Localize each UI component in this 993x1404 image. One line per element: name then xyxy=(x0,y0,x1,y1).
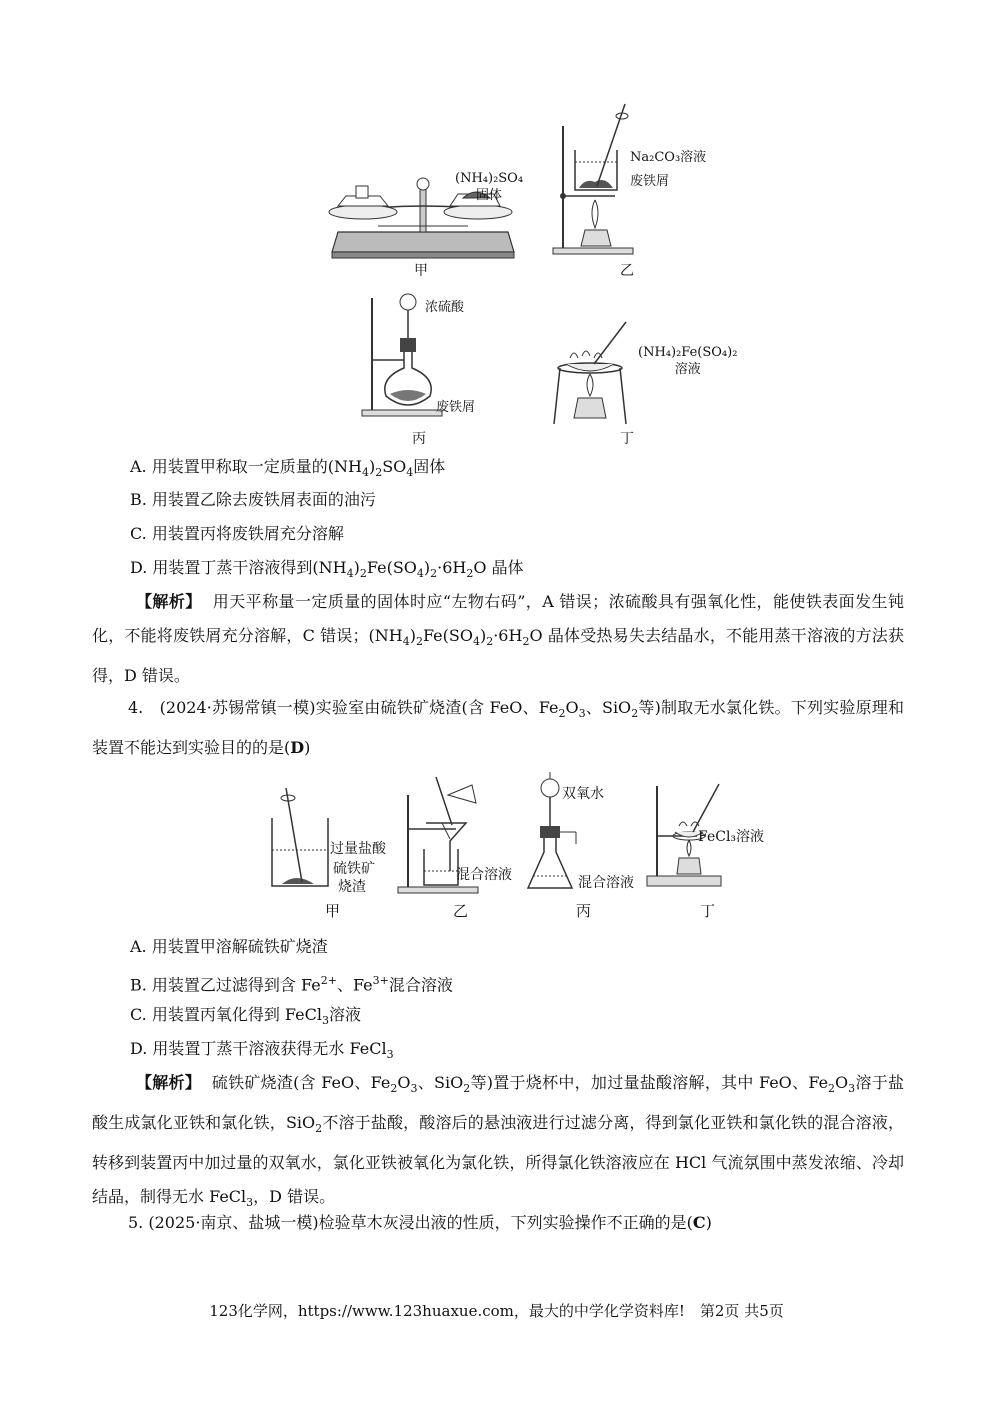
q4-answer: D xyxy=(290,738,305,758)
analysis-tag: 【解析】 xyxy=(136,592,202,611)
q3-analysis: 【解析】 用天平称量一定质量的固体时应“左物右码”，A 错误；浓硫酸具有强氧化性，能使铁表面发生钝化，不能将废铁屑充分溶解，C 错误；$(NH_4)_2Fe(SO_4)_2\cdot 6H_2O$ 晶体受热易失去结晶水，不能用蒸干溶液的方法获得，D 错误。 xyxy=(92,592,904,686)
yi-solid-label: 废铁屑 xyxy=(630,174,670,189)
q4-yi-label: 混合溶液 xyxy=(456,867,512,883)
q3-option-d: D. 用装置丁蒸干溶液得到$(NH_4)_2Fe(SO_4)_2\cdot 6H_2O$ 晶体 xyxy=(130,558,524,581)
bing-solid-label: 废铁屑 xyxy=(436,400,476,415)
q4-ding-label: FeCl₃溶液 xyxy=(698,829,765,845)
q4-jia-label-1: 过量盐酸 xyxy=(330,841,386,857)
bing-funnel-label: 浓硫酸 xyxy=(425,300,465,315)
q4-option-c: C. 用装置丙氧化得到 FeCl$_3$溶液 xyxy=(130,1005,362,1028)
q3-option-b: B. 用装置乙除去废铁屑表面的油污 xyxy=(130,490,376,509)
analysis-tag: 【解析】 xyxy=(136,1073,202,1092)
q4-option-d: D. 用装置丁蒸干溶液获得无水 FeCl$_3$ xyxy=(130,1039,394,1062)
q4-jia-label-2: 硫铁矿 xyxy=(333,861,375,877)
ding-label-line2: 溶液 xyxy=(674,362,701,377)
q4-bing-funnel-label: 双氧水 xyxy=(562,786,604,802)
q3-option-a: A. 用装置甲称取一定质量的$(NH_4)_2SO_4$固体 xyxy=(130,457,446,480)
q4-figure-jia xyxy=(266,778,336,893)
ding-label-line1: (NH₄)₂Fe(SO₄)₂ xyxy=(638,345,738,360)
q4-analysis: 【解析】 硫铁矿烧渣(含 FeO、$Fe_2O_3$、SiO$_2$等)置于烧杯中，加过量盐酸溶解，其中 FeO、$Fe_2O_3$溶于盐酸生成氯化亚铁和氯化铁，SiO$_2$不溶于盐酸，酸溶后的悬浊液进行过滤分离，得到氯化亚铁和氯化铁的混合溶液，转移到装置丙中加过量的双氧水，氯化亚铁被氧化为氯化铁，所得氯化铁溶液应在 HCl 气流氛围中蒸发浓缩、冷却结晶，制得无水 FeCl$_3$，D 错误。 xyxy=(92,1073,904,1210)
figure-evaporation-ding xyxy=(550,318,640,428)
ding-label xyxy=(638,344,737,378)
page-footer: 123化学网，https://www.123huaxue.com，最大的中学化学资料库! 第2页 共5页 xyxy=(209,1302,784,1320)
q5-answer: C xyxy=(692,1213,706,1232)
jia-reagent-label xyxy=(455,170,523,204)
caption-ding: 丁 xyxy=(620,431,634,447)
q4-stem: 4. (2024·苏锡常镇一模)实验室由硫铁矿烧渣(含 FeO、$Fe_2O_3$、SiO$_2$等)制取无水氯化铁。下列实验原理和装置不能达到实验目的的是(D) xyxy=(92,698,904,758)
caption-jia: 甲 xyxy=(414,263,428,279)
q4-option-b: B. 用装置乙过滤得到含 $Fe^{2+}$、$Fe^{3+}$混合溶液 xyxy=(130,974,453,995)
q4-option-a: A. 用装置甲溶解硫铁矿烧渣 xyxy=(130,937,328,956)
q4-caption-yi: 乙 xyxy=(453,902,469,920)
figure-heating-yi xyxy=(545,100,635,260)
q4-caption-ding: 丁 xyxy=(700,902,716,920)
q4-caption-bing: 丙 xyxy=(576,902,592,920)
yi-liquid-label: Na₂CO₃溶液 xyxy=(630,150,707,165)
jia-reagent-line1: (NH₄)₂SO₄ xyxy=(455,171,524,186)
caption-bing: 丙 xyxy=(412,431,426,447)
q5-stem: 5. (2025·南京、盐城一模)检验草木灰浸出液的性质，下列实验操作不正确的是(C) xyxy=(128,1213,712,1232)
q4-jia-label-3: 烧渣 xyxy=(338,879,366,895)
q3-option-c: C. 用装置丙将废铁屑充分溶解 xyxy=(130,524,344,543)
caption-yi: 乙 xyxy=(620,263,634,279)
q4-caption-jia: 甲 xyxy=(325,902,341,920)
jia-reagent-line2: 固体 xyxy=(476,188,503,203)
q4-bing-liquid-label: 混合溶液 xyxy=(578,875,634,891)
